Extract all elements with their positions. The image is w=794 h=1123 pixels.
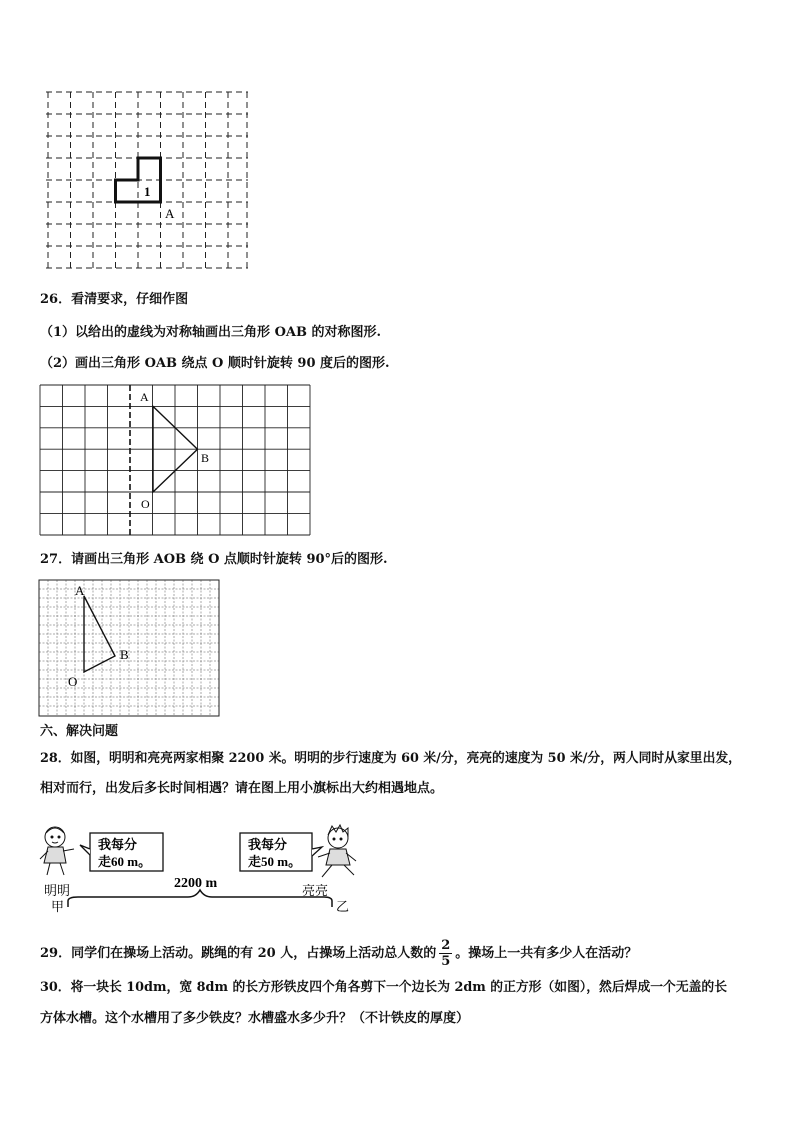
fraction-numerator: 2 bbox=[441, 938, 451, 953]
fraction-denominator: 5 bbox=[441, 954, 451, 969]
right-bubble-line2: 走50 m。 bbox=[248, 854, 302, 869]
point-a-label: A bbox=[165, 206, 175, 221]
point-b-label: B bbox=[201, 451, 210, 465]
mingming-figure bbox=[40, 827, 74, 875]
point-yi-label: 乙 bbox=[336, 899, 350, 914]
left-bubble-line2: 走60 m。 bbox=[98, 854, 152, 869]
q29-before: 29．同学们在操场上活动。跳绳的有 20 人，占操场上活动总人数的 bbox=[40, 946, 437, 961]
fraction-two-fifths bbox=[439, 938, 452, 969]
distance-brace bbox=[68, 890, 332, 907]
point-a-label: A bbox=[75, 583, 85, 598]
q26-part1: （1）以给出的虚线为对称轴画出三角形 OAB 的对称图形. bbox=[40, 325, 382, 340]
section-6-heading: 六、解决问题 bbox=[40, 724, 119, 739]
right-bubble-line1: 我每分 bbox=[248, 837, 288, 852]
point-jia-label: 甲 bbox=[51, 899, 65, 914]
point-b-label: B bbox=[120, 647, 129, 662]
figure-27-grid bbox=[39, 580, 223, 720]
q27-title: 27．请画出三角形 AOB 绕 O 点顺时针旋转 90°后的图形. bbox=[40, 552, 388, 567]
mingming-name: 明明 bbox=[44, 883, 71, 898]
distance-label: 2200 m bbox=[174, 876, 218, 891]
q29-after: 。操场上一共有多少人在活动？ bbox=[455, 946, 638, 961]
shape-number-label: 1 bbox=[144, 184, 151, 199]
figure-25-grid bbox=[46, 92, 256, 272]
dotted-grid-lines bbox=[39, 580, 219, 716]
q26-part2: （2）画出三角形 OAB 绕点 O 顺时针旋转 90 度后的图形. bbox=[40, 356, 390, 371]
q30-line2: 方体水槽。这个水槽用了多少铁皮？水槽盛水多少升？（不计铁皮的厚度） bbox=[40, 1011, 470, 1026]
dashed-grid-lines bbox=[46, 92, 248, 268]
point-a-label: A bbox=[140, 390, 149, 404]
left-bubble-line1: 我每分 bbox=[98, 837, 138, 852]
q30-line1: 30．将一块长 10dm，宽 8dm 的长方形铁皮四个角各剪下一个边长为 2dm 的正方形（如图），然后焊成一个无盖的长 bbox=[40, 980, 728, 995]
point-o-label: O bbox=[141, 497, 150, 511]
point-o-label: O bbox=[68, 674, 78, 689]
q28-line1: 28．如图，明明和亮亮两家相聚 2200 米。明明的步行速度为 60 米/分，亮亮的速度为 50 米/分，两人同时从家里出发， bbox=[40, 751, 741, 766]
q28-line2: 相对而行，出发后多长时间相遇？请在图上用小旗标出大约相遇地点。 bbox=[40, 781, 444, 796]
figure-28-distance bbox=[38, 823, 368, 915]
liangliang-figure bbox=[318, 825, 356, 877]
figure-26-grid bbox=[40, 385, 314, 537]
q26-title: 26．看清要求，仔细作图 bbox=[40, 292, 189, 307]
liangliang-name: 亮亮 bbox=[302, 883, 329, 898]
q29-text bbox=[40, 938, 637, 969]
grid-lines bbox=[40, 385, 310, 535]
